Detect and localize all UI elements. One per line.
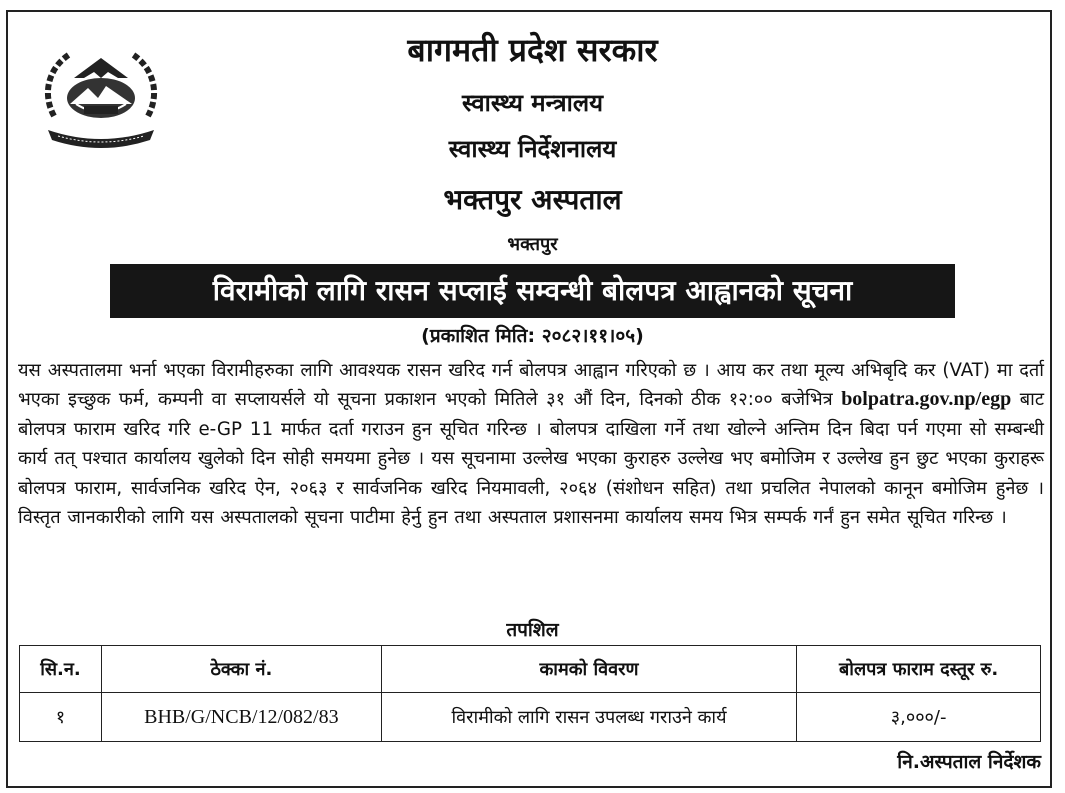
hospital-name: भक्तपुर अस्पताल [443,183,622,216]
schedule-table [19,645,1041,742]
col-header-serial: सि.न. [20,646,102,693]
ministry-name: स्वास्थ्य मन्त्रालय [461,89,604,117]
notice-body [18,356,1044,532]
schedule-heading: तपशिल [506,619,559,641]
notice-title: विरामीको लागि रासन सप्लाई सम्वन्धी बोलपत्र आह्वानको सूचना [110,264,955,318]
cell-serial: १ [20,693,102,742]
directorate-name: स्वास्थ्य निर्देशनालय [448,135,617,163]
signatory: नि.अस्पताल निर्देशक [897,751,1041,773]
table-row [20,693,1041,742]
tender-website-link[interactable]: bolpatra.gov.np/egp [841,388,1012,411]
col-header-form-fee: बोलपत्र फाराम दस्तूर रु. [797,646,1041,693]
govt-name: बागमती प्रदेश सरकार [407,31,658,69]
cell-description: विरामीको लागि रासन उपलब्ध गराउने कार्य [381,693,796,742]
notice-text-part-2: बाट बोलपत्र फाराम खरिद गरि e-GP 11 मार्फत दर्ता गराउन हुन सूचित गरिन्छ । बोलपत्र दाखिला गर्ने तथा खोल्ने अन्तिम दिन बिदा पर्न गएमा सो सम्बन्धी कार्य तत् पश्चात कार्यालय खुलेको दिन सोही समयमा हुनेछ । यस सूचनामा उल्लेख भएका कुराहरु उल्लेख भए बमोजिम र उल्लेख हुन छुट भएका कुराहरू बोलपत्र फाराम, सार्वजनिक खरिद ऐन, २०६३ र सार्वजनिक खरिद नियमावली, २०६४ (संशोधन सहित) तथा प्रचलित नेपालको कानून बमोजिम हुनेछ । विस्तृत जानकारीको लागि यस अस्पतालको सूचना पाटीमा हेर्नु हुन तथा अस्पताल प्रशासनमा कार्यालय समय भित्र सम्पर्क गर्नं हुन समेत सूचित गरिन्छ । [18,389,1044,529]
cell-contract-no: BHB/G/NCB/12/082/83 [101,693,381,742]
cell-form-fee: ३,०००/- [797,693,1041,742]
col-header-contract-no: ठेक्का नं. [101,646,381,693]
col-header-description: कामको विवरण [381,646,796,693]
table-header-row [20,646,1041,693]
hospital-location: भक्तपुर [507,234,558,255]
notice-text-part-1: यस अस्पतालमा भर्ना भएका विरामीहरुका लागि आवश्यक रासन खरिद गर्न बोलपत्र आह्वान गरिएको छ । आय कर तथा मूल्य अभिबृदि कर (VAT) मा दर्ता भएका इच्छुक फर्म, कम्पनी वा सप्लायर्सले यो सूचना प्रकाशन भएको मितिले ३१ औं दिन, दिनको ठीक १२:०० बजेभित्र [18,360,1044,411]
published-date: (प्रकाशित मिति: २०८२।११।०५) [421,325,644,347]
